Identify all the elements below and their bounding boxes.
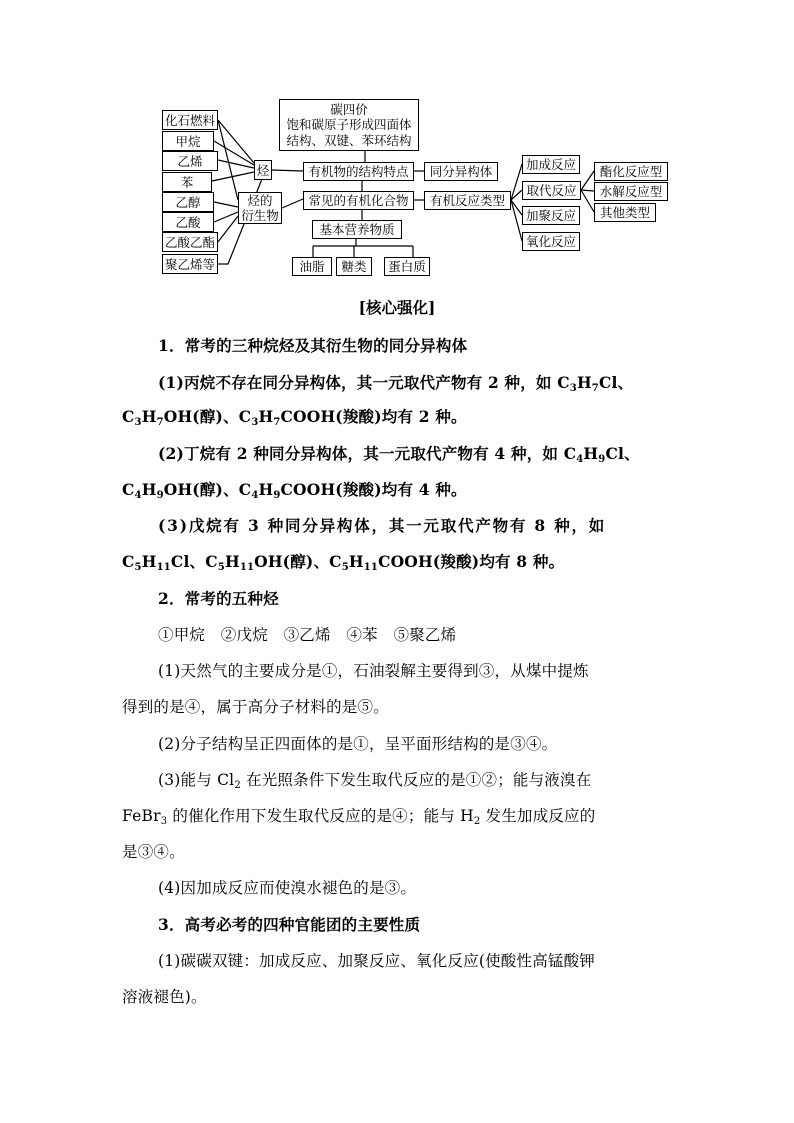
nutrient-fat: 油脂: [292, 257, 332, 276]
item-methane: 甲烷: [162, 131, 214, 151]
s3-p1-line2: 溶液褪色)。: [122, 988, 207, 1006]
top-line-1: 碳四价: [330, 101, 368, 117]
sub-other: 其他类型: [594, 203, 656, 222]
nutrient-sugar: 糖类: [336, 257, 372, 276]
s2-p3b3: 发生加成反应的: [480, 807, 596, 825]
s2-p1-line2: 得到的是④，属于高分子材料的是⑤。: [122, 698, 389, 716]
s1-p1-line1: (1)丙烷不存在同分异构体，其一元取代产物有 2 种，如 $C_3H_7Cl$、: [158, 373, 634, 394]
reaction-addition: 加成反应: [522, 155, 580, 174]
item-benzene: 苯: [162, 172, 212, 192]
s2-p3-line2: FeBr$_3$ 的催化作用下发生取代反应的是④；能与 $H_2$ 发生加成反应的: [122, 807, 596, 827]
nutrient-protein: 蛋白质: [384, 257, 430, 276]
section-heading: [核心强化]: [358, 298, 436, 317]
s2-title: 2．常考的五种烃: [158, 589, 279, 608]
top-line-2: 饱和碳原子形成四面体: [286, 117, 412, 133]
s1-p1-line2: $C_3H_7OH$(醇)、$C_3H_7COOH$(羧酸)均有 2 种。: [122, 407, 467, 428]
top-line-3: 结构、双键、苯环结构: [286, 132, 412, 148]
s2-p1-line1: (1)天然气的主要成分是①，石油裂解主要得到③，从煤中提炼: [158, 662, 589, 680]
sub-esterification: 酯化反应型: [594, 162, 668, 181]
s1-p2-line2: $C_4H_9OH$(醇)、$C_4H_9COOH$(羧酸)均有 4 种。: [122, 480, 467, 501]
derivative-line-1: 烃的: [247, 192, 273, 208]
reaction-oxidation: 氧化反应: [522, 232, 580, 251]
structure-feature-box: 有机物的结构特点: [303, 162, 414, 181]
s2-p3a: (3)能与 Cl: [158, 771, 235, 789]
hydrocarbon-box: 烃: [254, 160, 272, 180]
reaction-types-box: 有机反应类型: [424, 191, 511, 210]
s3-title: 3．高考必考的四种官能团的主要性质: [158, 915, 421, 934]
s2-p3b: FeBr: [122, 807, 161, 825]
s2-p3-line3: 是③④。: [122, 843, 185, 861]
item-ethyl-acetate: 乙酸乙酯: [162, 232, 218, 252]
s2-p3-line1: (3)能与 $Cl_2$ 在光照条件下发生取代反应的是①②；能与液溴在: [158, 771, 592, 791]
carbon-structure-box: [279, 99, 419, 151]
item-fossil-fuel: 化石燃料: [162, 110, 218, 130]
s1-p2-line1: (2)丁烷有 2 种同分异构体，其一元取代产物有 4 种，如 $C_4H_9Cl$、: [158, 444, 640, 465]
s3-p1-line1: (1)碳碳双键：加成反应、加聚反应、氧化反应(使酸性高锰酸钾: [158, 952, 596, 970]
reaction-addition-polymer: 加聚反应: [522, 206, 580, 225]
s1-p1a: (1)丙烷不存在同分异构体，其一元取代产物有 2 种，如 C: [158, 373, 570, 392]
nutrients-box: 基本营养物质: [312, 220, 402, 239]
sub-hydrolysis: 水解反应型: [594, 182, 668, 201]
s1-p3-line2: $C_5H_{11}Cl$、$C_5H_{11}OH$(醇)、$C_5H_{11}COOH$(羧酸)均有 8 种。: [122, 552, 565, 573]
s1-p2a: (2)丁烷有 2 种同分异构体，其一元取代产物有 4 种，如 C: [158, 444, 577, 463]
s2-p2: (2)分子结构呈正四面体的是①，呈平面形结构的是③④。: [158, 735, 558, 753]
common-compounds-box: 常见的有机化合物: [303, 191, 414, 210]
derivative-box: [238, 192, 282, 224]
s2-p3b2: 的催化作用下发生取代反应的是④；能与 H: [167, 807, 474, 825]
item-ethylene: 乙烯: [162, 151, 218, 171]
concept-map: [0, 0, 794, 290]
s1-title: 1．常考的三种烷烃及其衍生物的同分异构体: [158, 336, 468, 355]
item-polyethylene: 聚乙烯等: [162, 254, 218, 274]
s2-list: ①甲烷 ②戊烷 ③乙烯 ④苯 ⑤聚乙烯: [158, 626, 457, 644]
isomer-box: 同分异构体: [424, 162, 498, 181]
item-ethanol: 乙醇: [162, 192, 214, 212]
s2-p3a2: 在光照条件下发生取代反应的是①②；能与液溴在: [240, 771, 592, 789]
s2-p4: (4)因加成反应而使溴水褪色的是③。: [158, 879, 417, 897]
reaction-substitution: 取代反应: [522, 181, 581, 200]
s1-p3-line1: (3)戊烷有 3 种同分异构体，其一元取代产物有 8 种，如: [158, 516, 607, 535]
item-acetic-acid: 乙酸: [162, 212, 214, 232]
derivative-line-2: 衍生物: [241, 208, 279, 223]
